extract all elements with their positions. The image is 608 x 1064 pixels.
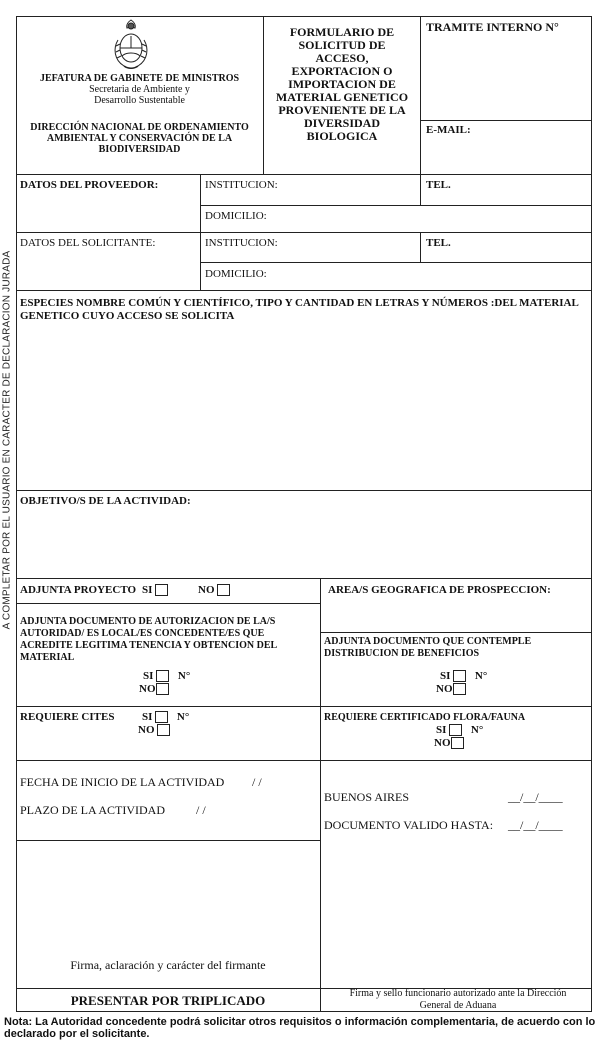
flora-no: NO (434, 737, 451, 749)
plazo-field[interactable]: / / (196, 803, 206, 817)
fecha-inicio-field[interactable]: / / (252, 775, 262, 789)
presentar-label: PRESENTAR POR TRIPLICADO (70, 993, 266, 1008)
proveedor-domicilio: DOMICILIO: (205, 210, 267, 222)
nota-text: Nota: La Autoridad concedente podrá solicitar otros requisitos o información complementaria, de acuerdo con lo declarado por el solicitante. (4, 1016, 596, 1040)
beneficios-si: SI (440, 670, 451, 682)
adjunta-proyecto-si: SI (142, 584, 168, 596)
autorizacion-si: SI (143, 670, 154, 682)
dept-sub1: Secretaria de Ambiente y (89, 84, 190, 95)
frame-left (16, 16, 17, 1012)
form-title: FORMULARIO DE SOLICITUD DE ACCESO, EXPORTACION O IMPORTACION DE MATERIAL GENETICO PROVENIENTE DE LA DIVERSIDAD BIOLOGICA (275, 25, 409, 143)
plazo-label: PLAZO DE LA ACTIVIDAD (20, 803, 165, 817)
beneficios-num: N° (474, 670, 488, 682)
solicitante-tel: TEL. (426, 237, 451, 249)
office-line1: DIRECCIÓN NACIONAL DE ORDENAMIENTO (30, 122, 249, 133)
beneficios-no: NO (436, 683, 453, 695)
solicitante-label: DATOS DEL SOLICITANTE: (20, 237, 156, 249)
buenos-aires-date[interactable]: __/__/____ (508, 790, 563, 804)
flora-label: REQUIERE CERTIFICADO FLORA/FAUNA (324, 712, 526, 723)
cites-no: NO (138, 724, 155, 736)
beneficios-si-checkbox[interactable] (453, 670, 466, 682)
flora-si: SI (436, 724, 447, 736)
cites-si: SI (142, 711, 153, 723)
firma-sello-label: Firma y sello funcionario autorizado ante la Dirección General de Aduana (349, 988, 567, 1011)
solicitante-domicilio: DOMICILIO: (205, 268, 267, 280)
buenos-aires-label: BUENOS AIRES (324, 790, 410, 804)
objetivo-label: OBJETIVO/S DE LA ACTIVIDAD: (20, 495, 191, 507)
proveedor-label: DATOS DEL PROVEEDOR: (20, 179, 159, 191)
flora-si-checkbox[interactable] (449, 724, 462, 736)
side-declaration-text: A COMPLETAR POR EL USUARIO EN CARACTER DE DECLARACION JURADA (1, 250, 13, 630)
cites-label: REQUIERE CITES (20, 711, 115, 723)
cites-no-checkbox[interactable] (157, 724, 170, 736)
proveedor-tel: TEL. (426, 179, 451, 191)
autorizacion-label: ADJUNTA DOCUMENTO DE AUTORIZACION DE LA/S AUTORIDAD/ ES LOCAL/ES CONCEDENTE/ES QUE ACREDITE LEGITIMA TENENCIA Y OBTENCION DEL MATERIAL (20, 616, 277, 663)
autorizacion-si-checkbox[interactable] (156, 670, 169, 682)
area-label: AREA/S GEOGRAFICA DE PROSPECCION: (328, 584, 551, 596)
firma-label: Firma, aclaración y carácter del firmante (70, 958, 266, 972)
flora-num: N° (470, 724, 484, 736)
dept-sub2: Desarrollo Sustentable (94, 95, 185, 106)
valido-date[interactable]: __/__/____ (508, 818, 563, 832)
autorizacion-num: N° (177, 670, 191, 682)
frame-right (591, 16, 592, 1012)
beneficios-no-checkbox[interactable] (453, 683, 466, 695)
especies-label: ESPECIES NOMBRE COMÚN Y CIENTÍFICO, TIPO Y CANTIDAD EN LETRAS Y NÚMEROS :DEL MATERIAL GENETICO CUYO ACCESO SE SOLICITA (20, 297, 579, 322)
adjunta-proyecto-label: ADJUNTA PROYECTO (20, 584, 137, 596)
tramite-label: TRAMITE INTERNO N° (426, 20, 559, 34)
adjunta-proyecto-si-checkbox[interactable] (155, 584, 168, 596)
proveedor-institucion: INSTITUCION: (205, 179, 278, 191)
adjunta-proyecto-no-checkbox[interactable] (217, 584, 230, 596)
valido-label: DOCUMENTO VALIDO HASTA: (324, 818, 494, 832)
solicitante-institucion: INSTITUCION: (205, 237, 278, 249)
autorizacion-no: NO (139, 683, 156, 695)
adjunta-proyecto-no: NO (198, 584, 230, 596)
beneficios-label: ADJUNTA DOCUMENTO QUE CONTEMPLE DISTRIBUCION DE BENEFICIOS (324, 636, 532, 659)
fecha-inicio-label: FECHA DE INICIO DE LA ACTIVIDAD (20, 775, 225, 789)
email-label: E-MAIL: (426, 124, 471, 136)
dept-name: JEFATURA DE GABINETE DE MINISTROS (39, 73, 240, 84)
national-emblem (108, 16, 154, 72)
autorizacion-no-checkbox[interactable] (156, 683, 169, 695)
cites-num: N° (176, 711, 190, 723)
frame-top (16, 16, 592, 17)
cites-si-checkbox[interactable] (155, 711, 168, 723)
office-line3: BIODIVERSIDAD (98, 144, 181, 155)
office-line2: AMBIENTAL Y CONSERVACIÓN DE LA (46, 133, 233, 144)
flora-no-checkbox[interactable] (451, 737, 464, 749)
